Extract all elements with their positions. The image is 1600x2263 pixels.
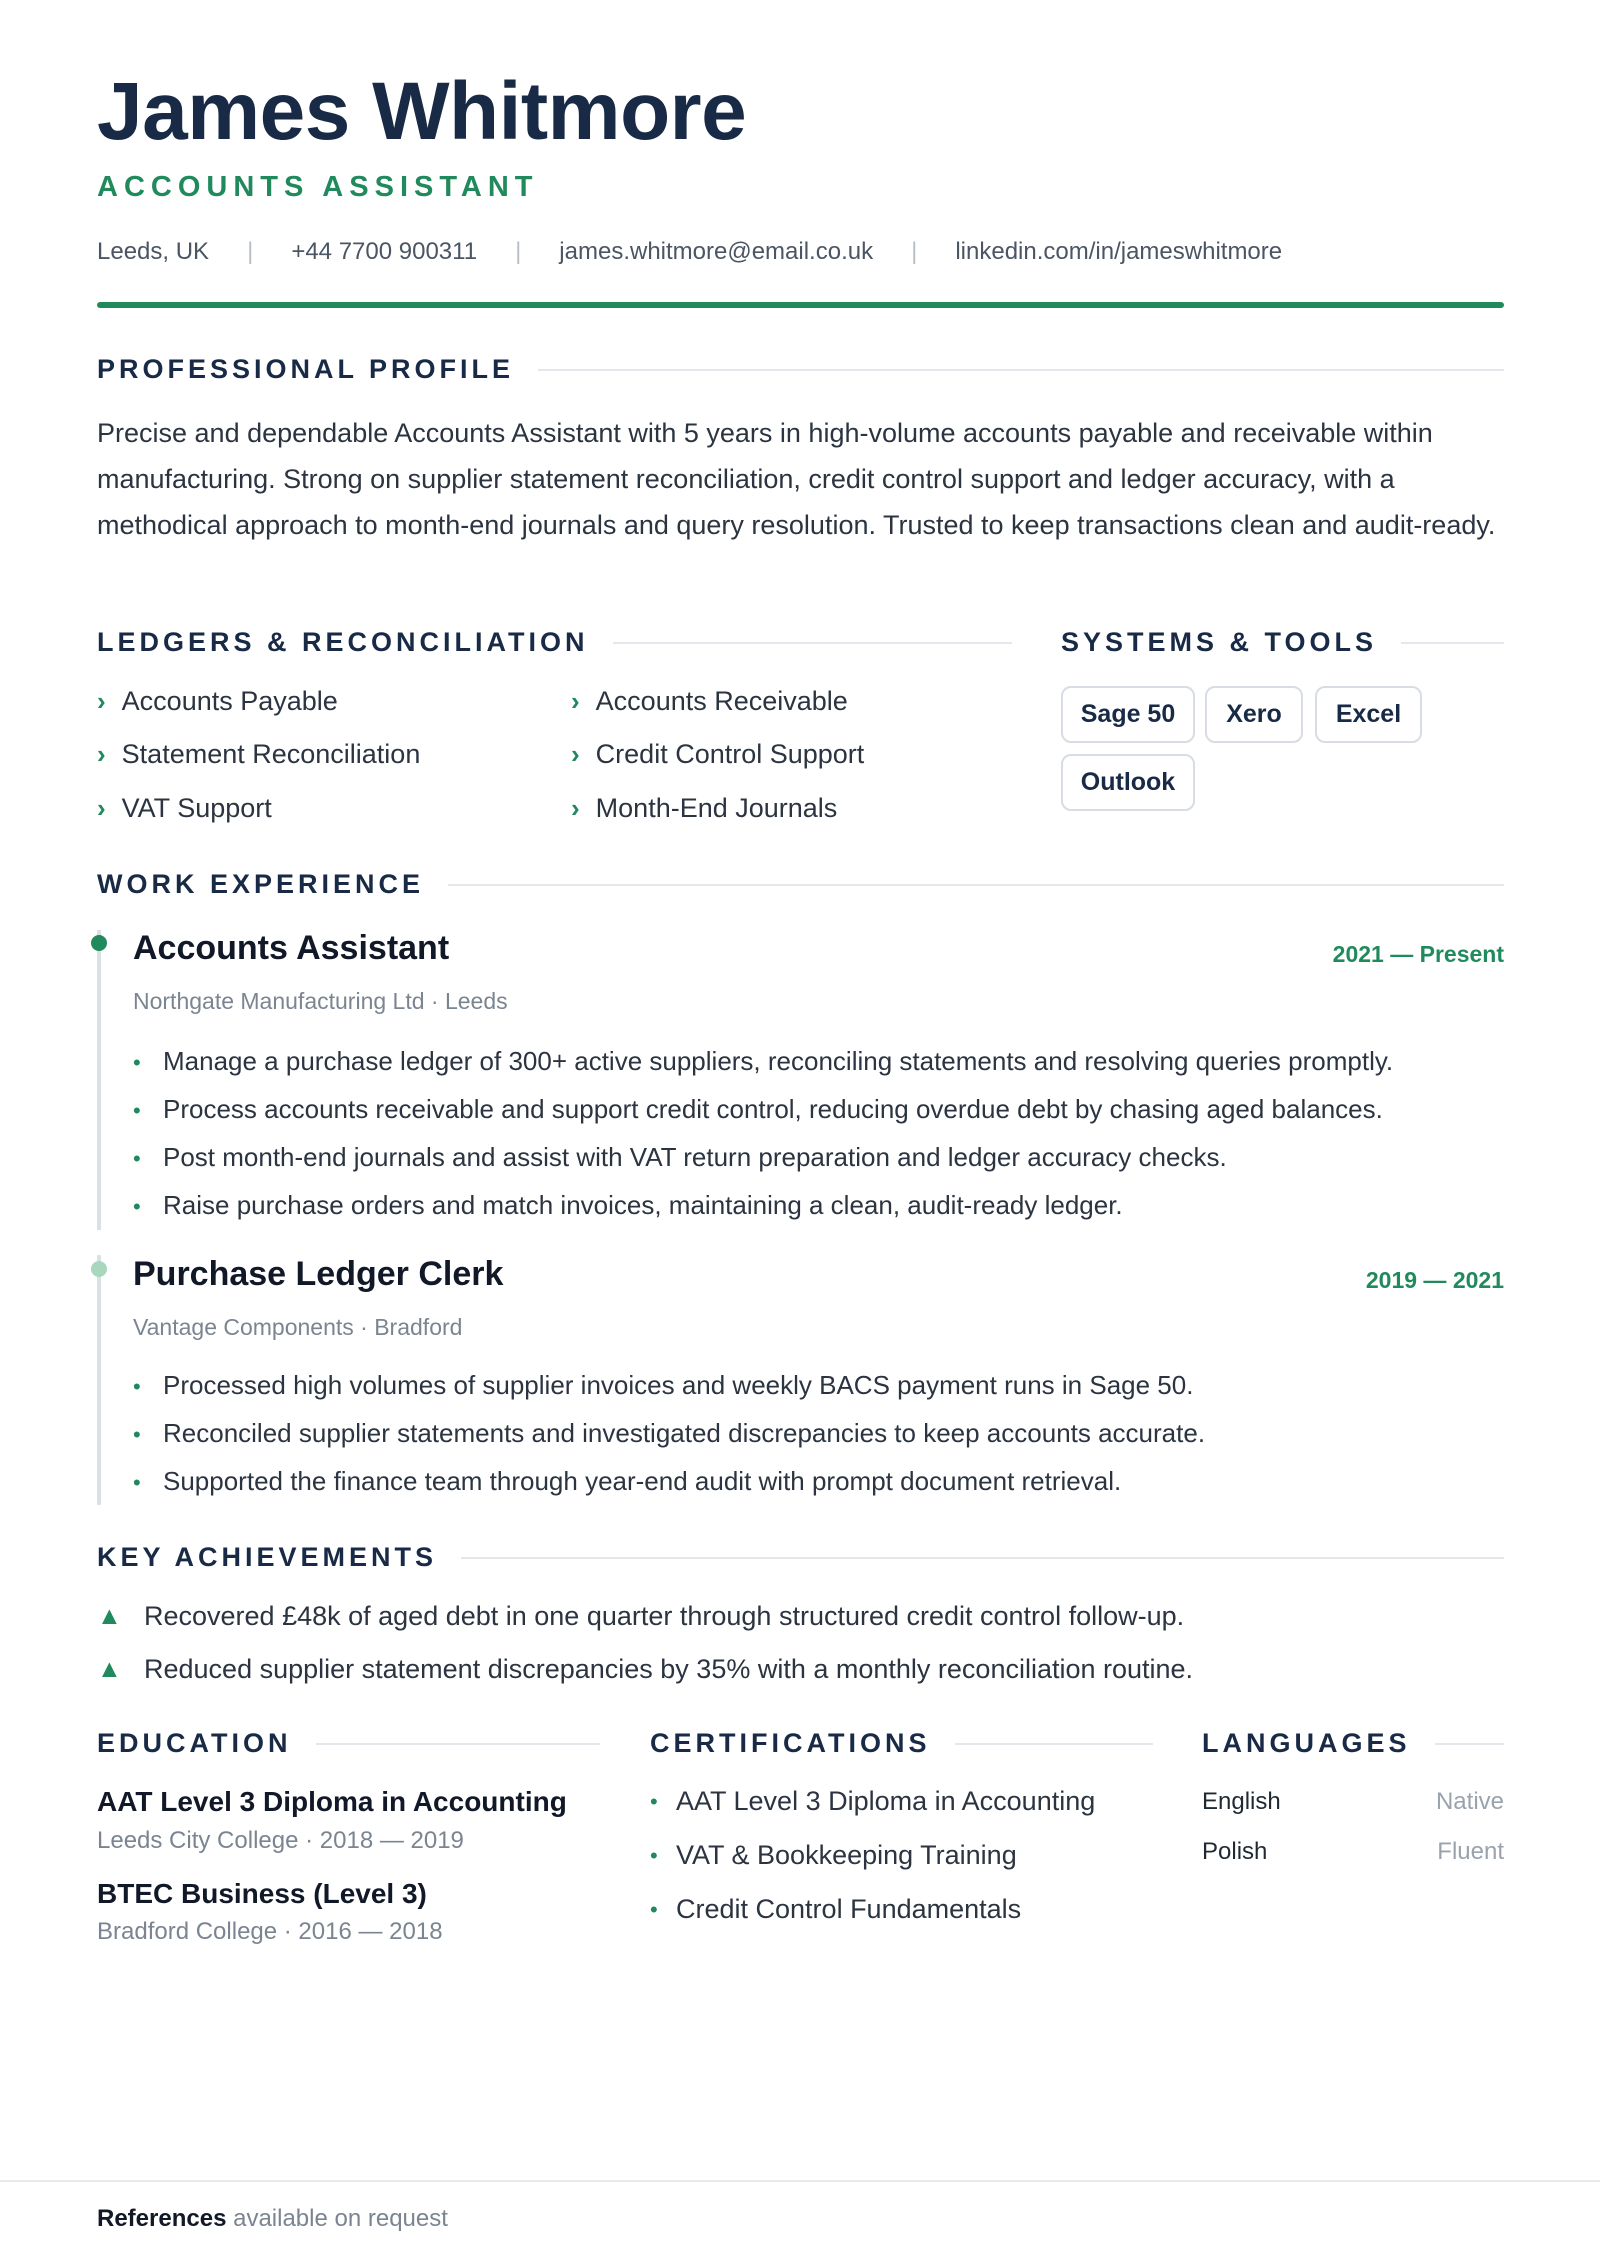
footer-bold: References bbox=[97, 2205, 227, 2232]
section-header-profile bbox=[97, 354, 1504, 385]
job-company: Vantage Components · Bradford bbox=[133, 1314, 463, 1340]
skill-item bbox=[571, 793, 837, 824]
skill-label: Accounts Payable bbox=[121, 686, 338, 716]
header-divider bbox=[97, 302, 1504, 308]
list-item bbox=[133, 1133, 1503, 1181]
bullet-text: Processed high volumes of supplier invoices and weekly BACS payment runs in Sage 50. bbox=[163, 1370, 1194, 1400]
education-institution: Bradford College · 2016 — 2018 bbox=[97, 1918, 443, 1945]
language-level: Fluent bbox=[1437, 1838, 1504, 1865]
bullet-dot: • bbox=[133, 1194, 141, 1219]
skill-item bbox=[571, 686, 848, 717]
list-item bbox=[133, 1361, 1503, 1409]
tool-chip: Xero bbox=[1205, 686, 1303, 743]
chevron-right-icon: › bbox=[97, 739, 106, 769]
bullet-dot: • bbox=[133, 1470, 141, 1495]
contact-separator: | bbox=[515, 238, 522, 265]
job-bullet-list bbox=[133, 1361, 1503, 1505]
list-item bbox=[133, 1409, 1503, 1457]
skill-item bbox=[97, 739, 420, 770]
section-rule bbox=[613, 642, 1012, 644]
section-title: EDUCATION bbox=[97, 1728, 292, 1758]
chevron-right-icon: › bbox=[571, 739, 580, 769]
footer-text: available on request bbox=[226, 2205, 448, 2232]
skill-item bbox=[571, 739, 864, 770]
education-institution: Leeds City College · 2018 — 2019 bbox=[97, 1827, 464, 1854]
bullet-text: Post month-end journals and assist with VAT return preparation and ledger accuracy checks. bbox=[163, 1142, 1227, 1172]
list-item bbox=[133, 1457, 1503, 1505]
section-rule bbox=[461, 1557, 1504, 1559]
language-level: Native bbox=[1435, 1788, 1504, 1815]
tool-chip: Excel bbox=[1315, 686, 1422, 743]
bullet-dot: • bbox=[133, 1098, 141, 1123]
bullet-dot: • bbox=[650, 1896, 658, 1922]
job-dates: 2019 — 2021 bbox=[1365, 1267, 1504, 1293]
skill-label: Accounts Receivable bbox=[595, 686, 848, 716]
job-role-title: ACCOUNTS ASSISTANT bbox=[97, 171, 539, 203]
section-header-certifications bbox=[650, 1728, 1153, 1759]
list-item bbox=[133, 1037, 1503, 1085]
section-rule bbox=[538, 369, 1504, 371]
bullet-dot: • bbox=[133, 1146, 141, 1171]
contact-separator: | bbox=[911, 238, 918, 265]
job-title: Purchase Ledger Clerk bbox=[133, 1255, 504, 1293]
achievement-text: Recovered £48k of aged debt in one quarter through structured credit control follow-up. bbox=[144, 1601, 1185, 1631]
bullet-text: Manage a purchase ledger of 300+ active suppliers, reconciling statements and resolving queries promptly. bbox=[163, 1046, 1394, 1076]
section-header-tools bbox=[1061, 627, 1504, 658]
timeline-dot bbox=[91, 1261, 107, 1277]
skill-item bbox=[97, 686, 338, 717]
skill-item bbox=[97, 793, 272, 824]
footer-divider bbox=[0, 2180, 1600, 2182]
contact-bar bbox=[97, 238, 1282, 266]
section-header-experience bbox=[97, 869, 1504, 900]
certification-item bbox=[650, 1894, 1021, 1925]
language-name: English bbox=[1202, 1788, 1281, 1815]
certification-label: Credit Control Fundamentals bbox=[676, 1894, 1022, 1924]
list-item bbox=[133, 1085, 1503, 1133]
section-title: LEDGERS & RECONCILIATION bbox=[97, 627, 589, 657]
certification-item bbox=[650, 1840, 1017, 1871]
education-title: AAT Level 3 Diploma in Accounting bbox=[97, 1786, 567, 1817]
timeline-dot bbox=[91, 935, 107, 951]
job-dates: 2021 — Present bbox=[1332, 941, 1504, 967]
section-header-skills bbox=[97, 627, 1012, 658]
certification-label: AAT Level 3 Diploma in Accounting bbox=[676, 1786, 1096, 1816]
achievement-text: Reduced supplier statement discrepancies by 35% with a monthly reconciliation routine. bbox=[144, 1654, 1194, 1684]
job-title: Accounts Assistant bbox=[133, 929, 450, 967]
bullet-dot: • bbox=[133, 1050, 141, 1075]
tool-chip: Outlook bbox=[1061, 754, 1195, 811]
skill-label: Month-End Journals bbox=[595, 793, 838, 823]
list-item bbox=[133, 1181, 1503, 1229]
section-title: WORK EXPERIENCE bbox=[97, 869, 425, 899]
contact-email-link[interactable]: james.whitmore@email.co.uk bbox=[559, 238, 874, 265]
contact-linkedin-link[interactable]: linkedin.com/in/jameswhitmore bbox=[955, 238, 1283, 265]
job-company: Northgate Manufacturing Ltd · Leeds bbox=[133, 988, 508, 1014]
bullet-text: Process accounts receivable and support credit control, reducing overdue debt by chasing aged balances. bbox=[163, 1094, 1383, 1124]
contact-separator: | bbox=[247, 238, 254, 265]
section-header-education bbox=[97, 1728, 600, 1759]
bullet-text: Raise purchase orders and match invoices, maintaining a clean, audit-ready ledger. bbox=[163, 1190, 1123, 1220]
education-title: BTEC Business (Level 3) bbox=[97, 1878, 427, 1909]
section-header-achievements bbox=[97, 1542, 1504, 1573]
section-header-languages bbox=[1202, 1728, 1504, 1759]
language-name: Polish bbox=[1202, 1838, 1268, 1865]
section-rule bbox=[1401, 642, 1504, 644]
triangle-up-icon: ▲ bbox=[97, 1602, 122, 1630]
section-title: LANGUAGES bbox=[1202, 1728, 1411, 1758]
bullet-text: Supported the finance team through year-end audit with prompt document retrieval. bbox=[163, 1466, 1122, 1496]
section-rule bbox=[1435, 1743, 1504, 1745]
certification-label: VAT & Bookkeeping Training bbox=[676, 1840, 1017, 1870]
bullet-dot: • bbox=[650, 1788, 658, 1814]
candidate-name: James Whitmore bbox=[97, 66, 747, 157]
timeline-line bbox=[97, 930, 101, 1230]
skill-label: Credit Control Support bbox=[595, 739, 865, 769]
chevron-right-icon: › bbox=[97, 686, 106, 716]
profile-summary: Precise and dependable Accounts Assistant with 5 years in high-volume accounts payable and receivable within manufacturing. Strong on supplier statement reconciliation, credit control support and ledger accuracy, with a methodical approach to month-end journals and query resolution. Trusted to keep transactions clean and audit-ready. bbox=[97, 418, 1496, 540]
bullet-dot: • bbox=[133, 1422, 141, 1447]
section-title: KEY ACHIEVEMENTS bbox=[97, 1542, 438, 1572]
contact-phone: +44 7700 900311 bbox=[291, 238, 478, 265]
bullet-dot: • bbox=[133, 1374, 141, 1399]
chevron-right-icon: › bbox=[571, 686, 580, 716]
section-rule bbox=[448, 884, 1504, 886]
chevron-right-icon: › bbox=[97, 793, 106, 823]
certification-item bbox=[650, 1786, 1095, 1817]
chevron-right-icon: › bbox=[571, 793, 580, 823]
section-rule bbox=[955, 1743, 1154, 1745]
tool-chip: Sage 50 bbox=[1061, 686, 1195, 743]
achievement-item bbox=[97, 1654, 1193, 1685]
contact-location: Leeds, UK bbox=[97, 238, 210, 265]
section-rule bbox=[316, 1743, 601, 1745]
skill-label: VAT Support bbox=[121, 793, 272, 823]
section-title: CERTIFICATIONS bbox=[650, 1728, 931, 1758]
achievement-item bbox=[97, 1601, 1184, 1632]
bullet-dot: • bbox=[650, 1842, 658, 1868]
bullet-text: Reconciled supplier statements and investigated discrepancies to keep accounts accurate. bbox=[163, 1418, 1206, 1448]
footer-note bbox=[97, 2205, 448, 2233]
timeline-line bbox=[97, 1255, 101, 1505]
skill-label: Statement Reconciliation bbox=[121, 739, 421, 769]
job-bullet-list bbox=[133, 1037, 1503, 1229]
section-title: PROFESSIONAL PROFILE bbox=[97, 354, 515, 384]
triangle-up-icon: ▲ bbox=[97, 1655, 122, 1683]
section-title: SYSTEMS & TOOLS bbox=[1061, 627, 1378, 657]
